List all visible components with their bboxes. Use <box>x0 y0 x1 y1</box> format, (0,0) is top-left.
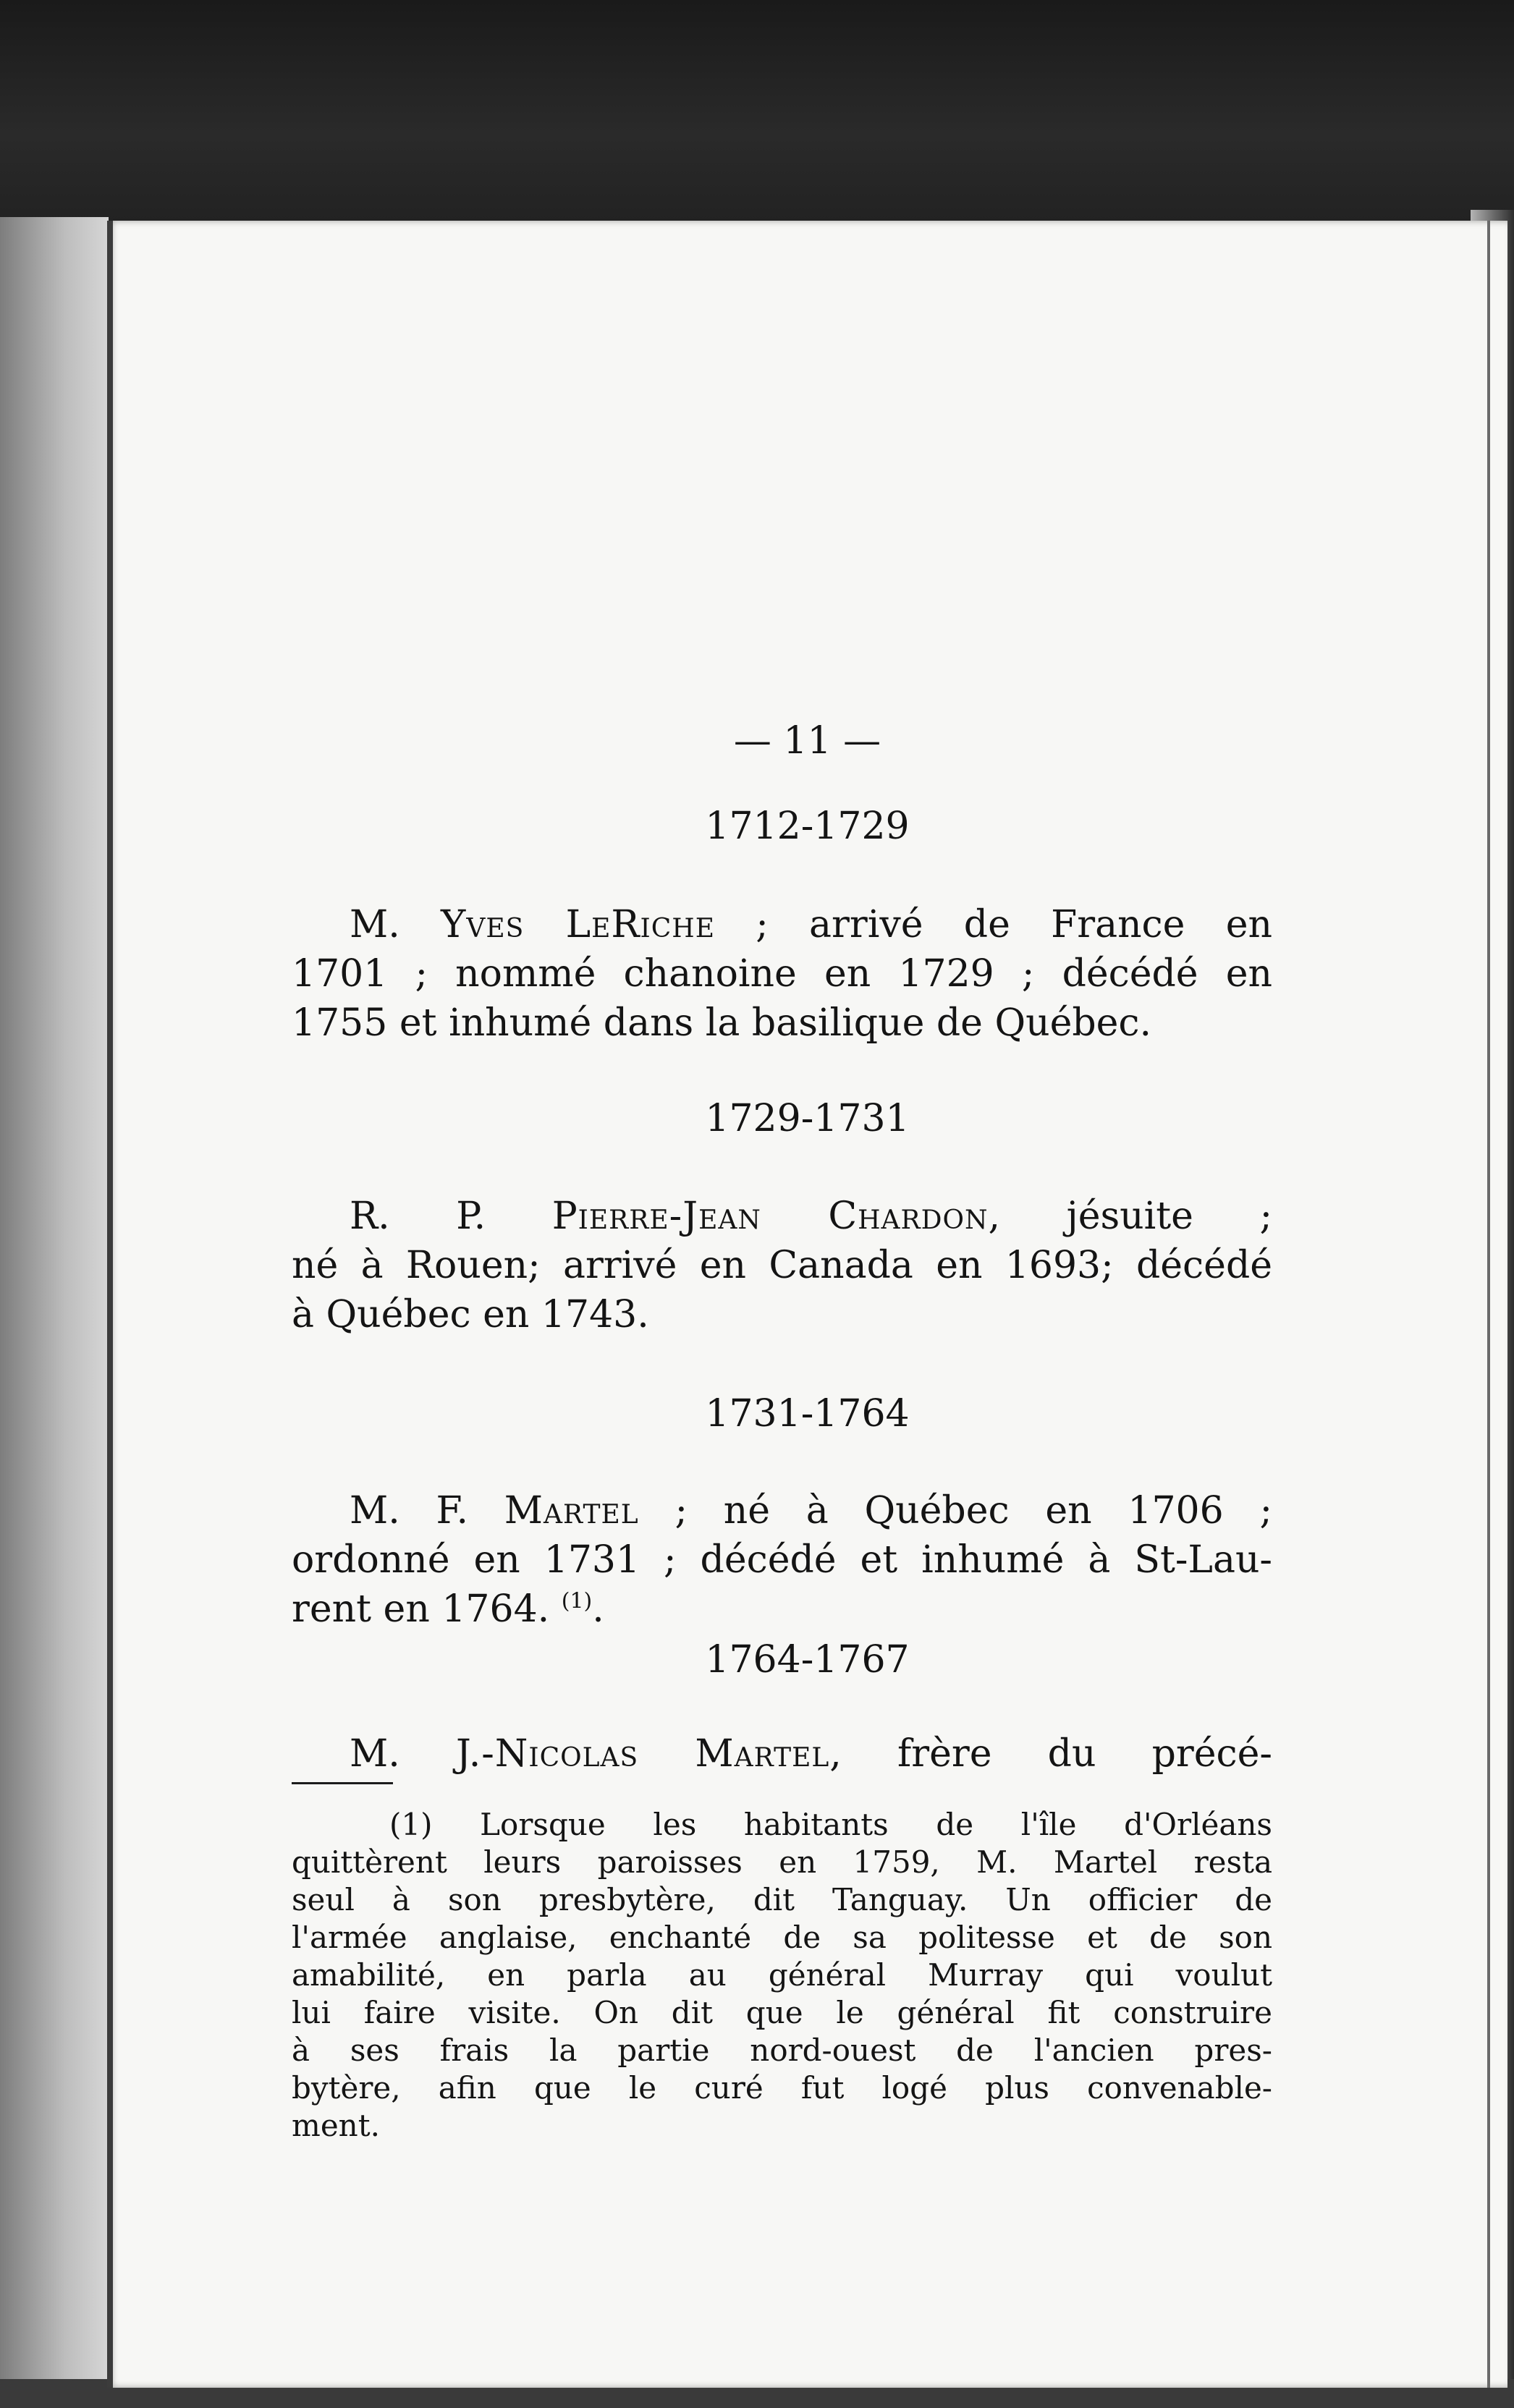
entry-line <box>350 1194 1272 1239</box>
footnote-line: quittèrent leurs paroisses en 1759, M. Martel resta <box>292 1844 1272 1880</box>
footnote-marker: (1) <box>561 1588 593 1614</box>
entry-line: né à Rouen; arrivé en Canada en 1693; décédé <box>292 1244 1272 1287</box>
page-gutter-shadow <box>107 221 113 2388</box>
page-right-edge <box>1487 221 1490 2388</box>
footnote-line: (1) Lorsque les habitants de l'île d'Orléans <box>389 1807 1272 1842</box>
entry-line <box>292 1587 1272 1632</box>
entry-prefix: M. F. <box>350 1489 504 1532</box>
person-name: Pierre-Jean Chardon <box>551 1195 989 1238</box>
footnote-rule <box>292 1782 393 1784</box>
entry-years: 1712-1729 <box>705 805 910 848</box>
entry-line: 1701 ; nommé chanoine en 1729 ; décédé en <box>292 952 1272 996</box>
footnote-line: lui faire visite. On dit que le général fit construire <box>292 1995 1272 2030</box>
entry-suffix: , jésuite ; <box>988 1195 1272 1238</box>
book-page <box>107 221 1507 2388</box>
footnote-line: ment. <box>292 2108 380 2143</box>
page-number: — 11 — <box>733 719 881 763</box>
footnote-line: bytère, afin que le curé fut logé plus convenable- <box>292 2070 1272 2106</box>
entry-line <box>350 1731 1272 1776</box>
entry-years: 1729-1731 <box>705 1097 910 1140</box>
entry-prefix: M. <box>350 1732 456 1776</box>
entry-line <box>350 902 1272 947</box>
entry-text: . <box>592 1587 604 1631</box>
person-name: Yves LeRiche <box>441 903 715 946</box>
person-name: Martel <box>504 1489 639 1532</box>
entry-years: 1764-1767 <box>705 1638 910 1682</box>
footnote-line: seul à son presbytère, dit Tanguay. Un officier de <box>292 1882 1272 1917</box>
entry-prefix: R. P. <box>350 1195 552 1238</box>
entry-prefix: M. <box>350 903 441 946</box>
entry-years: 1731-1764 <box>705 1392 910 1436</box>
footnote-line: amabilité, en parla au général Murray qui voulut <box>292 1957 1272 1993</box>
entry-line <box>350 1488 1272 1533</box>
entry-line: ordonné en 1731 ; décédé et inhumé à St-Lau- <box>292 1538 1272 1582</box>
entry-suffix: , frère du précé- <box>829 1732 1272 1776</box>
entry-text: rent en 1764. <box>292 1587 562 1631</box>
footnote-line: à ses frais la partie nord-ouest de l'ancien pres- <box>292 2032 1272 2068</box>
scanner-background-left <box>0 217 109 2408</box>
entry-suffix: ; arrivé de France en <box>714 903 1272 946</box>
scanner-background-top <box>0 0 1514 224</box>
person-name: J.-Nicolas Martel <box>455 1732 830 1776</box>
entry-suffix: ; né à Québec en 1706 ; <box>638 1489 1272 1532</box>
footnote-line: l'armée anglaise, enchanté de sa politesse et de son <box>292 1920 1272 1955</box>
entry-line: à Québec en 1743. <box>292 1293 649 1336</box>
entry-line: 1755 et inhumé dans la basilique de Québec. <box>292 1001 1152 1045</box>
